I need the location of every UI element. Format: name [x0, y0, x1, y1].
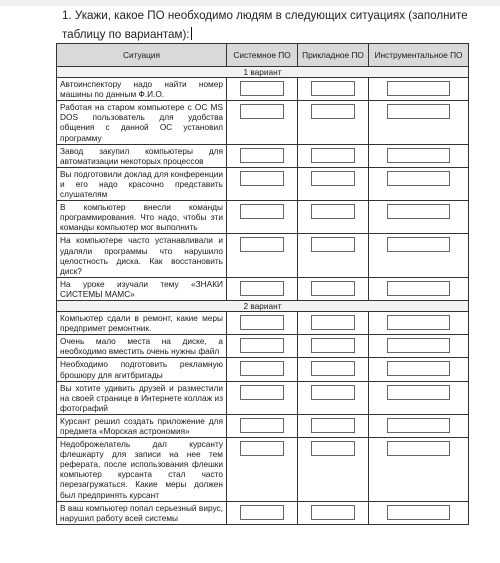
answer-box[interactable]	[387, 505, 450, 520]
table-row	[57, 78, 469, 101]
application-answer-cell[interactable]	[298, 501, 369, 524]
situation-cell: В компьютер внесли команды программирования. Что надо, чтобы эти команды компьютер мог выполнить	[57, 201, 227, 234]
answer-box[interactable]	[240, 104, 284, 119]
table-row	[57, 358, 469, 381]
answer-box[interactable]	[311, 171, 355, 186]
answer-box[interactable]	[311, 81, 355, 96]
table-row	[57, 144, 469, 167]
answer-box[interactable]	[240, 418, 284, 433]
answer-box[interactable]	[240, 281, 284, 296]
answer-box[interactable]	[311, 361, 355, 376]
application-answer-cell[interactable]	[298, 78, 369, 101]
system-answer-cell[interactable]	[227, 101, 298, 144]
table-row	[57, 167, 469, 200]
system-answer-cell[interactable]	[227, 501, 298, 524]
tool-answer-cell[interactable]	[369, 312, 469, 335]
system-answer-cell[interactable]	[227, 335, 298, 358]
header-situation: Ситуация	[57, 44, 227, 67]
application-answer-cell[interactable]	[298, 312, 369, 335]
application-answer-cell[interactable]	[298, 101, 369, 144]
table-row	[57, 277, 469, 300]
tool-answer-cell[interactable]	[369, 101, 469, 144]
system-answer-cell[interactable]	[227, 144, 298, 167]
answer-box[interactable]	[311, 148, 355, 163]
application-answer-cell[interactable]	[298, 414, 369, 437]
answer-box[interactable]	[240, 315, 284, 330]
tool-answer-cell[interactable]	[369, 381, 469, 414]
situation-cell: В ваш компьютер попал серьезный вирус, нарушил работу всей системы	[57, 501, 227, 524]
answer-box[interactable]	[311, 338, 355, 353]
table-row	[57, 381, 469, 414]
answer-box[interactable]	[387, 104, 450, 119]
situation-cell: Очень мало места на диске, а необходимо вместить очень нужны файл	[57, 335, 227, 358]
application-answer-cell[interactable]	[298, 381, 369, 414]
application-answer-cell[interactable]	[298, 335, 369, 358]
answer-box[interactable]	[240, 204, 284, 219]
system-answer-cell[interactable]	[227, 277, 298, 300]
answer-box[interactable]	[387, 171, 450, 186]
tool-answer-cell[interactable]	[369, 438, 469, 502]
table-row	[57, 234, 469, 277]
application-answer-cell[interactable]	[298, 144, 369, 167]
system-answer-cell[interactable]	[227, 78, 298, 101]
system-answer-cell[interactable]	[227, 414, 298, 437]
answer-box[interactable]	[387, 338, 450, 353]
system-answer-cell[interactable]	[227, 358, 298, 381]
answer-box[interactable]	[387, 148, 450, 163]
application-answer-cell[interactable]	[298, 358, 369, 381]
table-row	[57, 414, 469, 437]
answer-box[interactable]	[311, 385, 355, 400]
tool-answer-cell[interactable]	[369, 167, 469, 200]
answer-box[interactable]	[240, 441, 284, 456]
system-answer-cell[interactable]	[227, 201, 298, 234]
system-answer-cell[interactable]	[227, 167, 298, 200]
tool-answer-cell[interactable]	[369, 201, 469, 234]
situation-cell: Работая на старом компьютере с ОС MS DOS пользователь для удобства общения с данной ОС установил программу	[57, 101, 227, 144]
table-row	[57, 335, 469, 358]
system-answer-cell[interactable]	[227, 381, 298, 414]
situation-cell: Вы подготовили доклад для конференции и его надо красочно представить слушателям	[57, 167, 227, 200]
situation-cell: Недоброжелатель дал курсанту флешкарту для записи на нее тем реферата, после использования флешки компьютер курсанта стал часто перезагружаться. Какие меры должен был предпринять курсант	[57, 438, 227, 502]
text-cursor	[191, 27, 192, 40]
tool-answer-cell[interactable]	[369, 144, 469, 167]
tool-answer-cell[interactable]	[369, 277, 469, 300]
application-answer-cell[interactable]	[298, 167, 369, 200]
answer-box[interactable]	[240, 148, 284, 163]
software-table	[56, 43, 469, 525]
answer-box[interactable]	[387, 204, 450, 219]
answer-box[interactable]	[387, 281, 450, 296]
tool-answer-cell[interactable]	[369, 234, 469, 277]
variant-row	[57, 300, 469, 311]
answer-box[interactable]	[240, 338, 284, 353]
answer-box[interactable]	[311, 418, 355, 433]
table-row	[57, 201, 469, 234]
table-row	[57, 101, 469, 144]
answer-box[interactable]	[387, 441, 450, 456]
tool-answer-cell[interactable]	[369, 414, 469, 437]
tool-answer-cell[interactable]	[369, 78, 469, 101]
application-answer-cell[interactable]	[298, 438, 369, 502]
tool-answer-cell[interactable]	[369, 358, 469, 381]
situation-cell: Курсант решил создать приложение для предмета «Морская астрономия»	[57, 414, 227, 437]
answer-box[interactable]	[311, 204, 355, 219]
situation-cell: На компьютере часто устанавливали и удаляли программы что нарушило целостность диска. Как восстановить диск?	[57, 234, 227, 277]
situation-cell: Необходимо подготовить рекламную брошюру для агитбригады	[57, 358, 227, 381]
task-text: 1. Укажи, какое ПО необходимо людям в следующих ситуациях (заполните таблицу по вариантам):	[62, 9, 468, 41]
table-row	[57, 501, 469, 524]
answer-box[interactable]	[311, 441, 355, 456]
answer-box[interactable]	[387, 237, 450, 252]
answer-box[interactable]	[311, 281, 355, 296]
answer-box[interactable]	[311, 315, 355, 330]
tool-answer-cell[interactable]	[369, 335, 469, 358]
answer-box[interactable]	[387, 315, 450, 330]
answer-box[interactable]	[387, 385, 450, 400]
task-heading	[62, 6, 482, 44]
system-answer-cell[interactable]	[227, 312, 298, 335]
header-row	[57, 44, 469, 67]
situation-cell: Завод закупил компьютеры для автоматизации некоторых процессов	[57, 144, 227, 167]
answer-box[interactable]	[311, 505, 355, 520]
answer-box[interactable]	[387, 418, 450, 433]
header-application-software: Прикладное ПО	[298, 44, 369, 67]
situation-cell: Автоинспектору надо найти номер машины по данным Ф.И.О.	[57, 78, 227, 101]
answer-box[interactable]	[311, 237, 355, 252]
answer-box[interactable]	[240, 361, 284, 376]
system-answer-cell[interactable]	[227, 234, 298, 277]
answer-box[interactable]	[387, 361, 450, 376]
header-tool-software: Инструментальное ПО	[369, 44, 469, 67]
answer-box[interactable]	[240, 385, 284, 400]
situation-cell: Вы хотите удивить друзей и разместили на своей странице в Интернете коллаж из фотографий	[57, 381, 227, 414]
answer-box[interactable]	[240, 171, 284, 186]
application-answer-cell[interactable]	[298, 234, 369, 277]
answer-box[interactable]	[311, 104, 355, 119]
tool-answer-cell[interactable]	[369, 501, 469, 524]
variant-row	[57, 67, 469, 78]
application-answer-cell[interactable]	[298, 277, 369, 300]
answer-box[interactable]	[240, 505, 284, 520]
answer-box[interactable]	[387, 81, 450, 96]
situation-cell: На уроке изучали тему «ЗНАКИ СИСТЕМЫ МАМС»	[57, 277, 227, 300]
header-system-software: Системное ПО	[227, 44, 298, 67]
table-row	[57, 438, 469, 502]
application-answer-cell[interactable]	[298, 201, 369, 234]
system-answer-cell[interactable]	[227, 438, 298, 502]
answer-box[interactable]	[240, 237, 284, 252]
variant-title: 2 вариант	[57, 300, 469, 311]
answer-box[interactable]	[240, 81, 284, 96]
situation-cell: Компьютер сдали в ремонт, какие меры предпримет ремонтник.	[57, 312, 227, 335]
table-row	[57, 312, 469, 335]
variant-title: 1 вариант	[57, 67, 469, 78]
